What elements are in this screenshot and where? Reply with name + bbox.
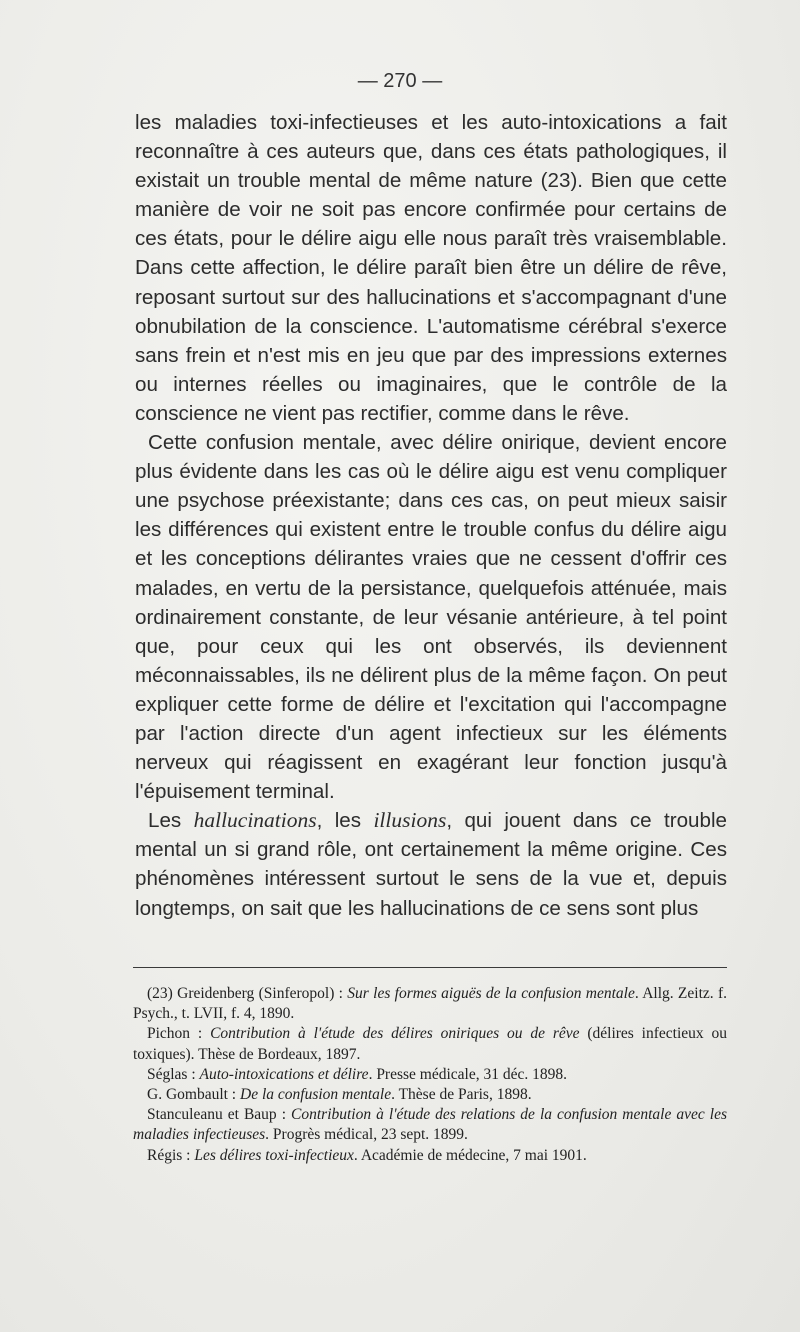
paragraph-3-sep: , les [316,809,374,833]
main-text [135,108,727,923]
page-number: — 270 — [357,70,443,92]
italic-term-illusions: illusions [373,808,447,833]
footnote-title: Contribution à l'étude des relations de la confusion mentale avec les maladies infectieuses [133,1106,727,1144]
footnotes [133,984,727,1166]
footnote-title: Sur les formes aiguës de la confusion mentale [347,985,635,1002]
footnote-source: . Académie de médecine, 7 mai 1901. [353,1146,587,1164]
footnote [133,1024,727,1064]
footnote-source: . Progrès médical, 23 sept. 1899. [265,1126,468,1144]
footnote-title: Contribution à l'étude des délires oniriques ou de rêve [210,1025,580,1043]
paragraph-3 [135,806,727,922]
footnote-source: (délires infectieux ou toxiques). Thèse de Bordeaux, 1897. [133,1025,727,1063]
footnote-author: Stanculeanu et Baup : [147,1106,292,1124]
italic-term-hallucinations: hallucinations [193,808,317,833]
footnote-title: Les délires toxi-infectieux [194,1146,354,1164]
footnote-divider [133,967,727,968]
footnote [133,984,727,1024]
footnote-author: Séglas : [147,1065,200,1083]
footnote-source: . Allg. Zeitz. f. Psych., t. LVII, f. 4, 1890. [133,985,727,1023]
paragraph-3-rest: , qui jouent dans ce trouble mental un si grand rôle, ont certainement la même origine. Ces phénomènes intéressent surtout le sens de la vue et, depuis longtemps, on sait que les hallucinations de ce sens sont plus [135,809,727,920]
footnote-title: De la confusion mentale [240,1086,392,1104]
paragraph-3-start: Les [148,809,194,833]
footnote-author: (23) Greidenberg (Sinferopol) : [147,985,348,1002]
footnote [133,1085,727,1105]
paragraph-1: les maladies toxi-infectieuses et les auto-intoxications a fait reconnaître à ces auteurs que, dans ces états pathologiques, il existait un trouble mental de même nature (23). Bien que cette manière de voir ne soit pas encore confirmée pour certains de ces états, pour le délire aigu elle nous paraît très vraisemblable. Dans cette affection, le délire paraît bien être un délire de rêve, reposant surtout sur des hallucinations et s'accompagnant d'une obnubilation de la conscience. L'automatisme cérébral s'exerce sans frein et n'est mis en jeu que par des impressions externes ou internes réelles ou imaginaires, que le contrôle de la conscience ne vient pas rectifier, comme dans le rêve. [135,111,727,425]
footnote-source: . Presse médicale, 31 déc. 1898. [368,1065,567,1083]
footnote [133,1105,727,1145]
footnote [133,1146,727,1166]
footnote-author: Pichon : [147,1025,211,1043]
footnote-author: G. Gombault : [147,1086,240,1104]
footnote [133,1065,727,1085]
paragraph-2: Cette confusion mentale, avec délire onirique, devient encore plus évidente dans les cas où le délire aigu est venu compliquer une psychose préexistante; dans ces cas, on peut mieux saisir les différences qui existent entre le trouble confus du délire aigu et les conceptions délirantes vraies que ne cessent d'offrir ces malades, en vertu de la persistance, quelquefois atténuée, mais ordinairement constante, de leur vésanie antérieure, à tel point que, pour ceux qui les ont observés, ils deviennent méconnaissables, ils ne délirent plus de la même façon. On peut expliquer cette forme de délire et l'excitation qui l'accompagne par l'action directe d'un agent infectieux sur les éléments nerveux qui réagissent en exagérant leur fonction jusqu'à l'épuisement terminal. [135,431,727,804]
footnote-author: Régis : [147,1146,195,1164]
footnote-title: Auto-intoxications et délire [199,1065,369,1083]
footnote-source: . Thèse de Paris, 1898. [391,1086,532,1104]
